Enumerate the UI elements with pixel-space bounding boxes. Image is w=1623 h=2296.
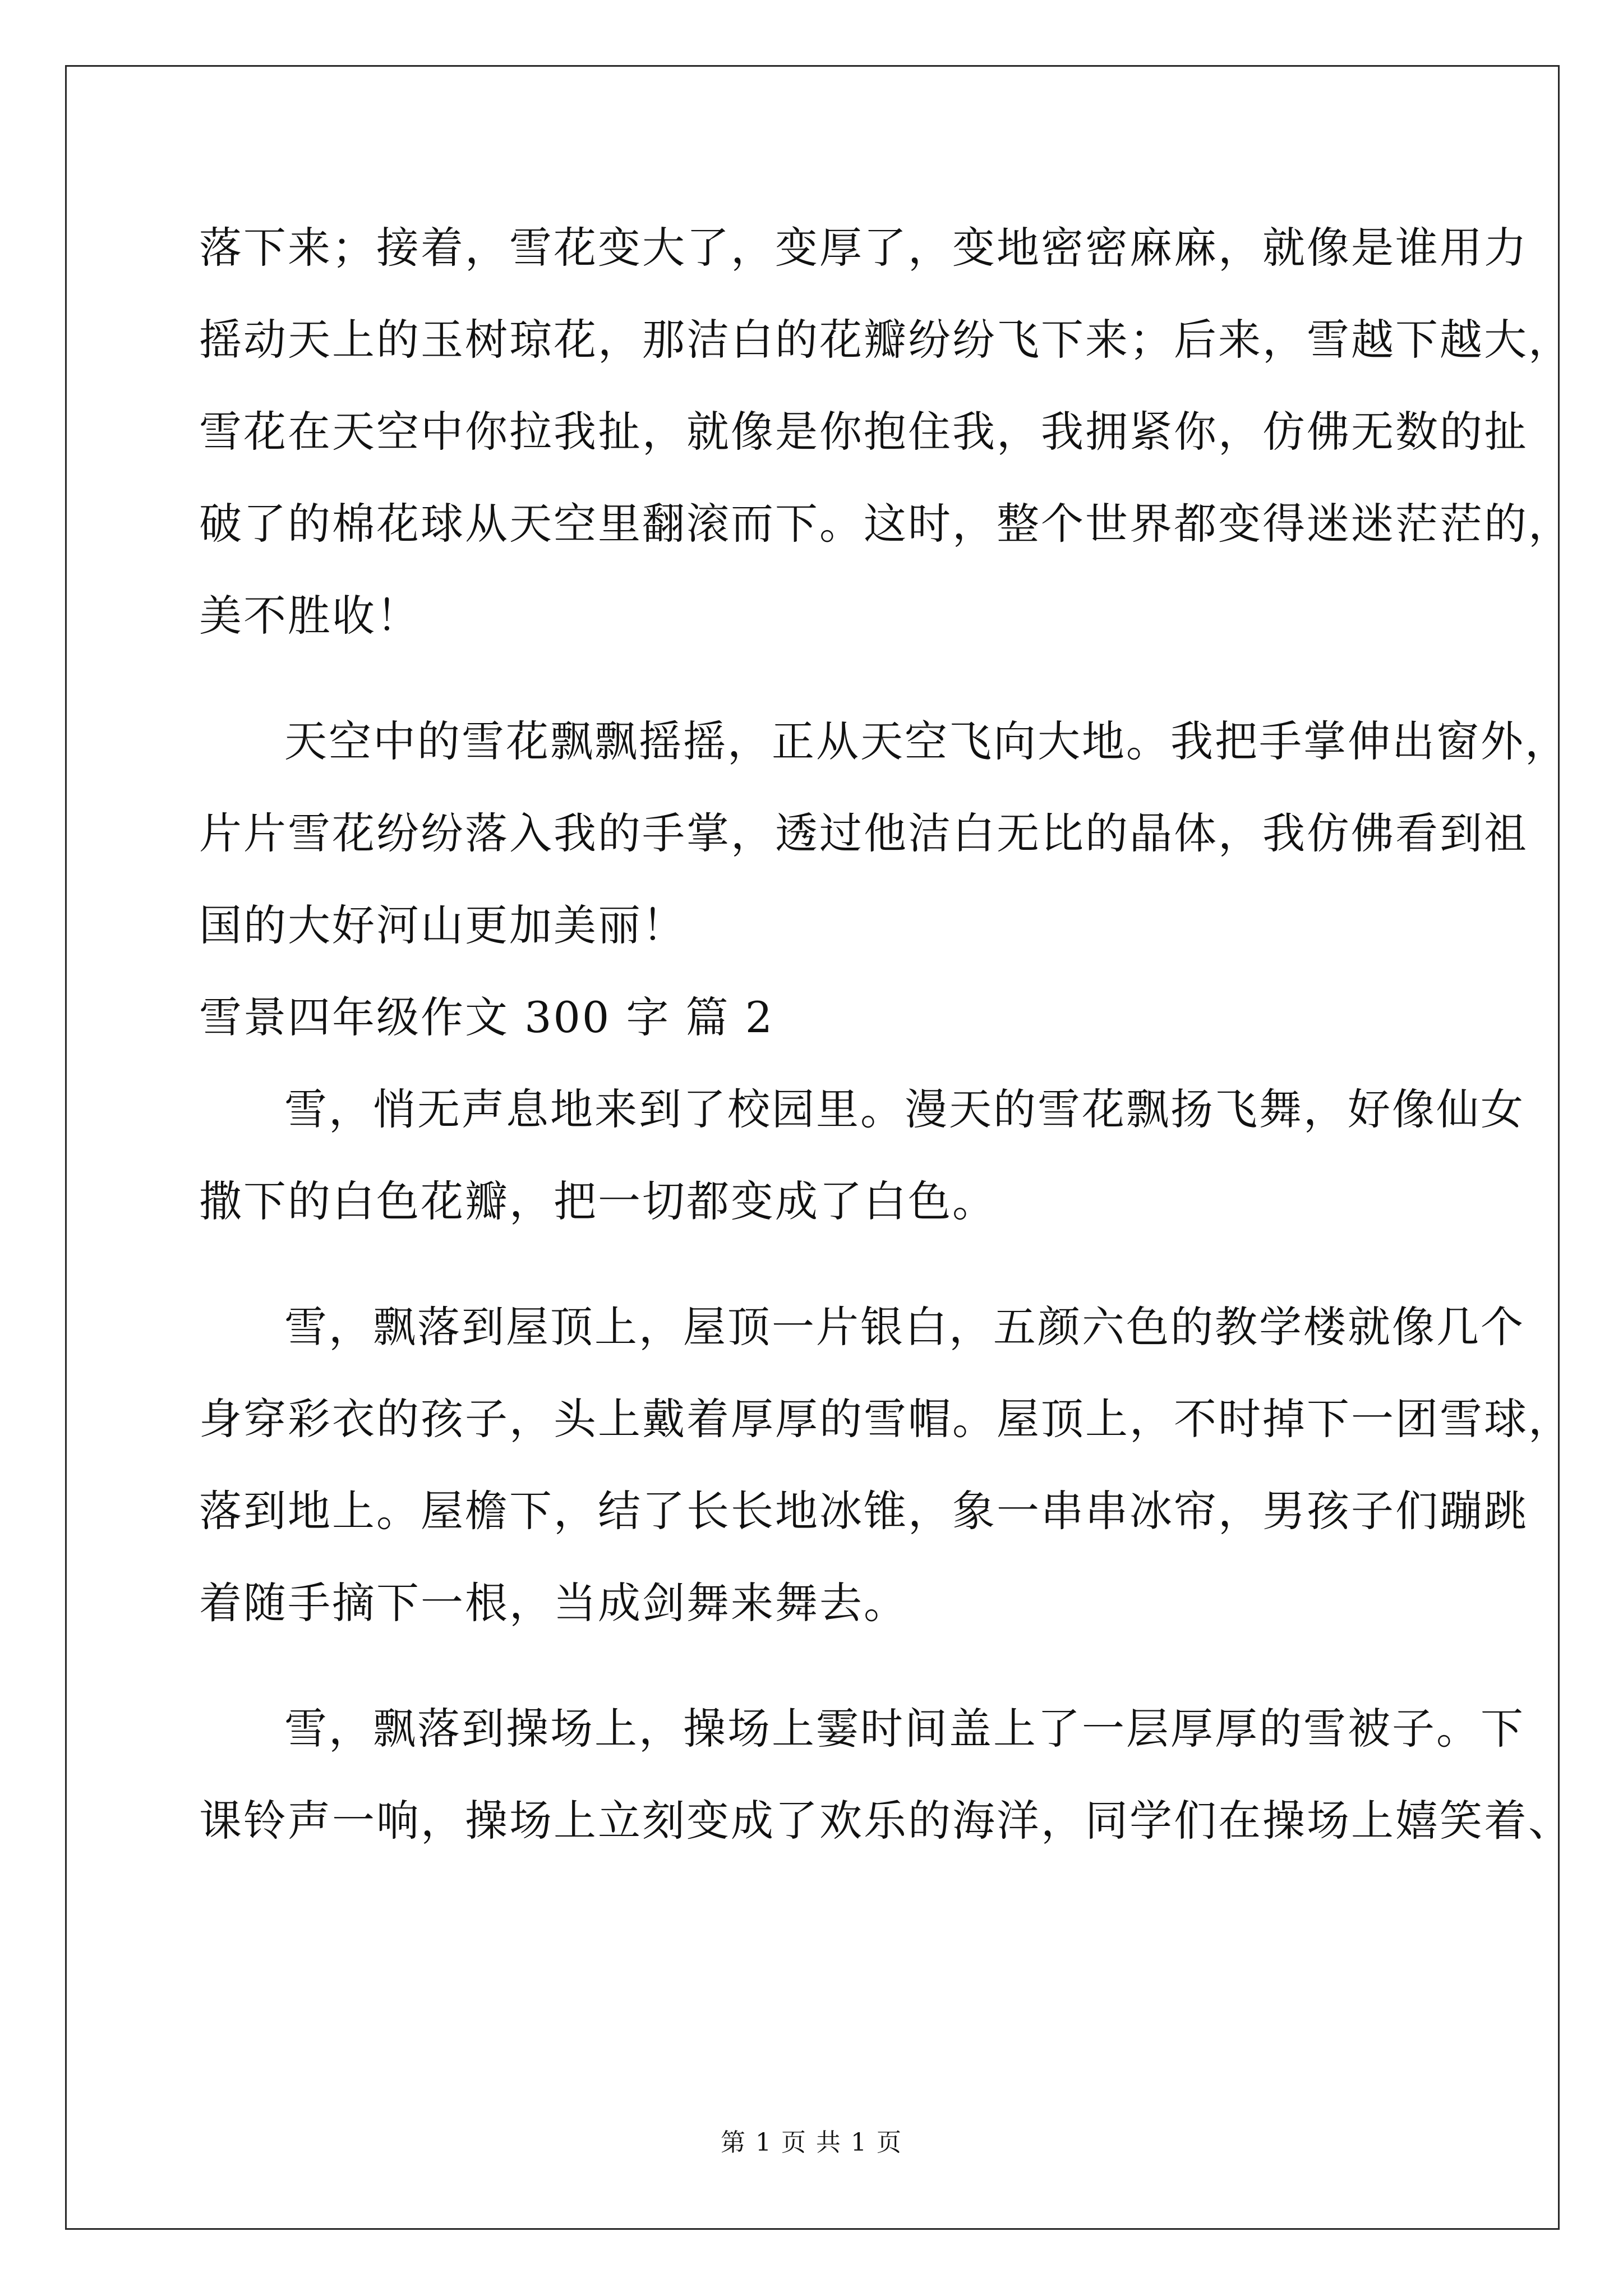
text-line: 身穿彩衣的孩子，头上戴着厚厚的雪帽。屋顶上，不时掉下一团雪球， bbox=[199, 1394, 1573, 1444]
text-line: 课铃声一响，操场上立刻变成了欢乐的海洋，同学们在操场上嬉笑着、 bbox=[199, 1796, 1573, 1846]
text-line: 天空中的雪花飘飘摇摇，正从天空飞向大地。我把手掌伸出窗外， bbox=[284, 716, 1569, 766]
text-line: 美不胜收！ bbox=[199, 591, 421, 641]
document-body bbox=[199, 202, 1573, 1867]
text-line: 雪花在天空中你拉我扯，就像是你抱住我，我拥紧你，仿佛无数的扯 bbox=[199, 407, 1528, 457]
text-line: 落下来；接着，雪花变大了，变厚了，变地密密麻麻，就像是谁用力 bbox=[199, 223, 1528, 273]
paragraph-5 bbox=[199, 1683, 1573, 1867]
text-line: 国的大好河山更加美丽！ bbox=[199, 900, 686, 950]
paragraph-spacer bbox=[199, 662, 1450, 696]
text-line: 破了的棉花球从天空里翻滚而下。这时，整个世界都变得迷迷茫茫的， bbox=[199, 499, 1573, 549]
paragraph-4 bbox=[199, 1281, 1573, 1649]
text-line: 撒下的白色花瓣，把一切都变成了白色。 bbox=[199, 1176, 997, 1226]
paragraph-spacer bbox=[199, 1649, 1450, 1683]
text-line: 雪，飘落到操场上，操场上霎时间盖上了一层厚厚的雪被子。下 bbox=[284, 1704, 1525, 1754]
text-line: 雪，飘落到屋顶上，屋顶一片银白，五颜六色的教学楼就像几个 bbox=[284, 1302, 1525, 1352]
text-line: 片片雪花纷纷落入我的手掌，透过他洁白无比的晶体，我仿佛看到祖 bbox=[199, 808, 1528, 858]
text-line: 落到地上。屋檐下，结了长长地冰锥，象一串串冰帘，男孩子们蹦跳 bbox=[199, 1486, 1528, 1536]
paragraph-spacer bbox=[199, 1248, 1450, 1281]
page-footer: 第 1 页 共 1 页 bbox=[721, 2128, 902, 2157]
text-line: 摇动天上的玉树琼花，那洁白的花瓣纷纷飞下来；后来，雪越下越大， bbox=[199, 315, 1573, 365]
text-line: 着随手摘下一根，当成剑舞来舞去。 bbox=[199, 1578, 908, 1628]
text-line: 雪，悄无声息地来到了校园里。漫天的雪花飘扬飞舞，好像仙女 bbox=[284, 1084, 1525, 1134]
section-heading: 雪景四年级作文 300 字 篇 2 bbox=[199, 992, 774, 1042]
paragraph-3 bbox=[199, 1064, 1525, 1248]
paragraph-2 bbox=[199, 696, 1569, 972]
paragraph-1 bbox=[199, 202, 1573, 662]
